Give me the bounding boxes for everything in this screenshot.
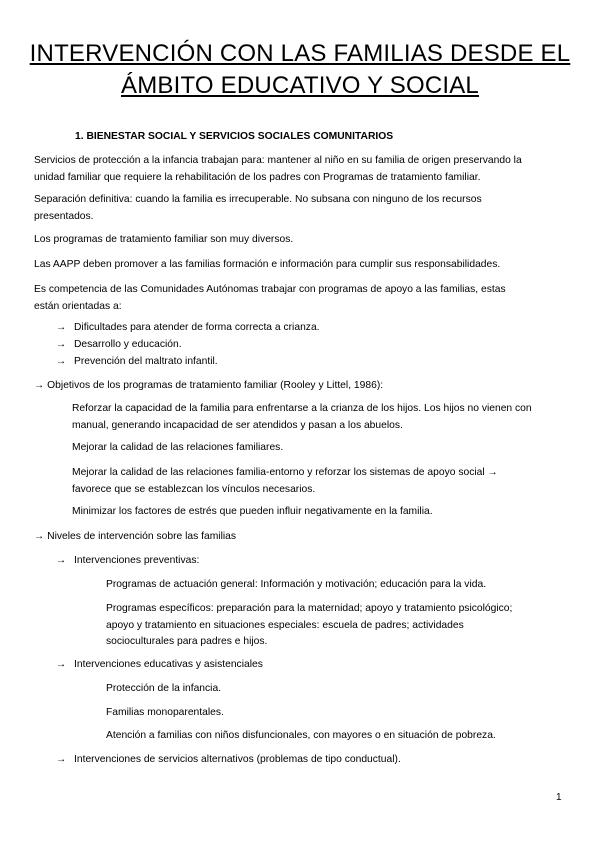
nivel-educativas: → Intervenciones educativas y asistenciales [56,657,566,674]
objetivo-item: Minimizar los factores de estrés que pueden influir negativamente en la familia. [72,506,433,517]
document-title [20,38,580,102]
arrow-icon: → [56,322,67,333]
title-line-2: ÁMBITO EDUCATIVO Y SOCIAL [121,72,479,99]
nivel-alternativos: → Intervenciones de servicios alternativos (problemas de tipo conductual). [56,752,566,769]
arrow-icon: → [56,659,67,670]
arrow-icon: → [34,380,45,391]
arrow-icon: → [56,754,67,765]
arrow-icon: → [56,356,67,367]
nivel-subitem: Programas de actuación general: Información y motivación; educación para la vida. [106,579,487,590]
niveles-heading: → Niveles de intervención sobre las familias [34,531,237,542]
arrow-icon: → [56,555,67,566]
paragraph-proteccion [34,153,566,186]
paragraph-line: unidad familiar que requiere la rehabilitación de los padres con Programas de tratamiento familiar. [34,171,481,183]
page-number: 1 [556,792,562,803]
paragraph-line: Separación definitiva: cuando la familia es irrecuperable. No subsana con ninguno de los recursos [34,194,482,205]
nivel-subitem: Programas específicos: preparación para la maternidad; apoyo y tratamiento psicológico; apoyo y tratamiento en situaciones especiales: escuela de padres; actividades socioculturales para padres e hijos. [106,603,513,647]
section-heading: 1. BIENESTAR SOCIAL Y SERVICIOS SOCIALES COMUNITARIOS [75,131,394,142]
nivel-subitem: Atención a familias con niños disfuncionales, con mayores o en situación de pobreza. [106,730,496,741]
paragraph-line: están orientadas a: [34,300,122,312]
paragraph-line: Es competencia de las Comunidades Autónomas trabajar con programas de apoyo a las familias, estas [34,284,506,295]
arrow-icon: → [56,339,67,350]
arrow-icon: → [34,531,45,542]
nivel-preventivas: → Intervenciones preventivas: [56,553,566,570]
list-item: → Prevención del maltrato infantil. [56,354,566,371]
paragraph-separacion [34,192,566,225]
list-item: → Dificultades para atender de forma correcta a crianza. [56,320,566,337]
paragraph-competencia [34,282,566,315]
nivel-subitem: Protección de la infancia. [106,683,222,694]
nivel-subitem: Familias monoparentales. [106,707,224,718]
objetivos-heading: → Objetivos de los programas de tratamiento familiar (Rooley y Littel, 1986): [34,380,384,391]
paragraph-programas: Los programas de tratamiento familiar son muy diversos. [34,234,294,245]
title-line-1: INTERVENCIÓN CON LAS FAMILIAS DESDE EL [29,40,571,67]
objetivo-item: Mejorar la calidad de las relaciones familia-entorno y reforzar los sistemas de apoyo social → favorece que se establezcan los vínculos necesarios. [72,467,498,495]
paragraph-aapp: Las AAPP deben promover a las familias formación e información para cumplir sus responsabilidades. [34,259,501,270]
paragraph-line: Servicios de protección a la infancia trabajan para: mantener al niño en su familia de origen preservando la [34,155,522,166]
paragraph-line: presentados. [34,210,94,222]
list-item: → Desarrollo y educación. [56,337,566,354]
objetivo-item: Reforzar la capacidad de la familia para enfrentarse a la crianza de los hijos. Los hijos no vienen con manual, generando incapacidad de ser atendidos y pasan a los abuelos. [72,403,532,431]
objetivo-item: Mejorar la calidad de las relaciones familiares. [72,442,284,453]
